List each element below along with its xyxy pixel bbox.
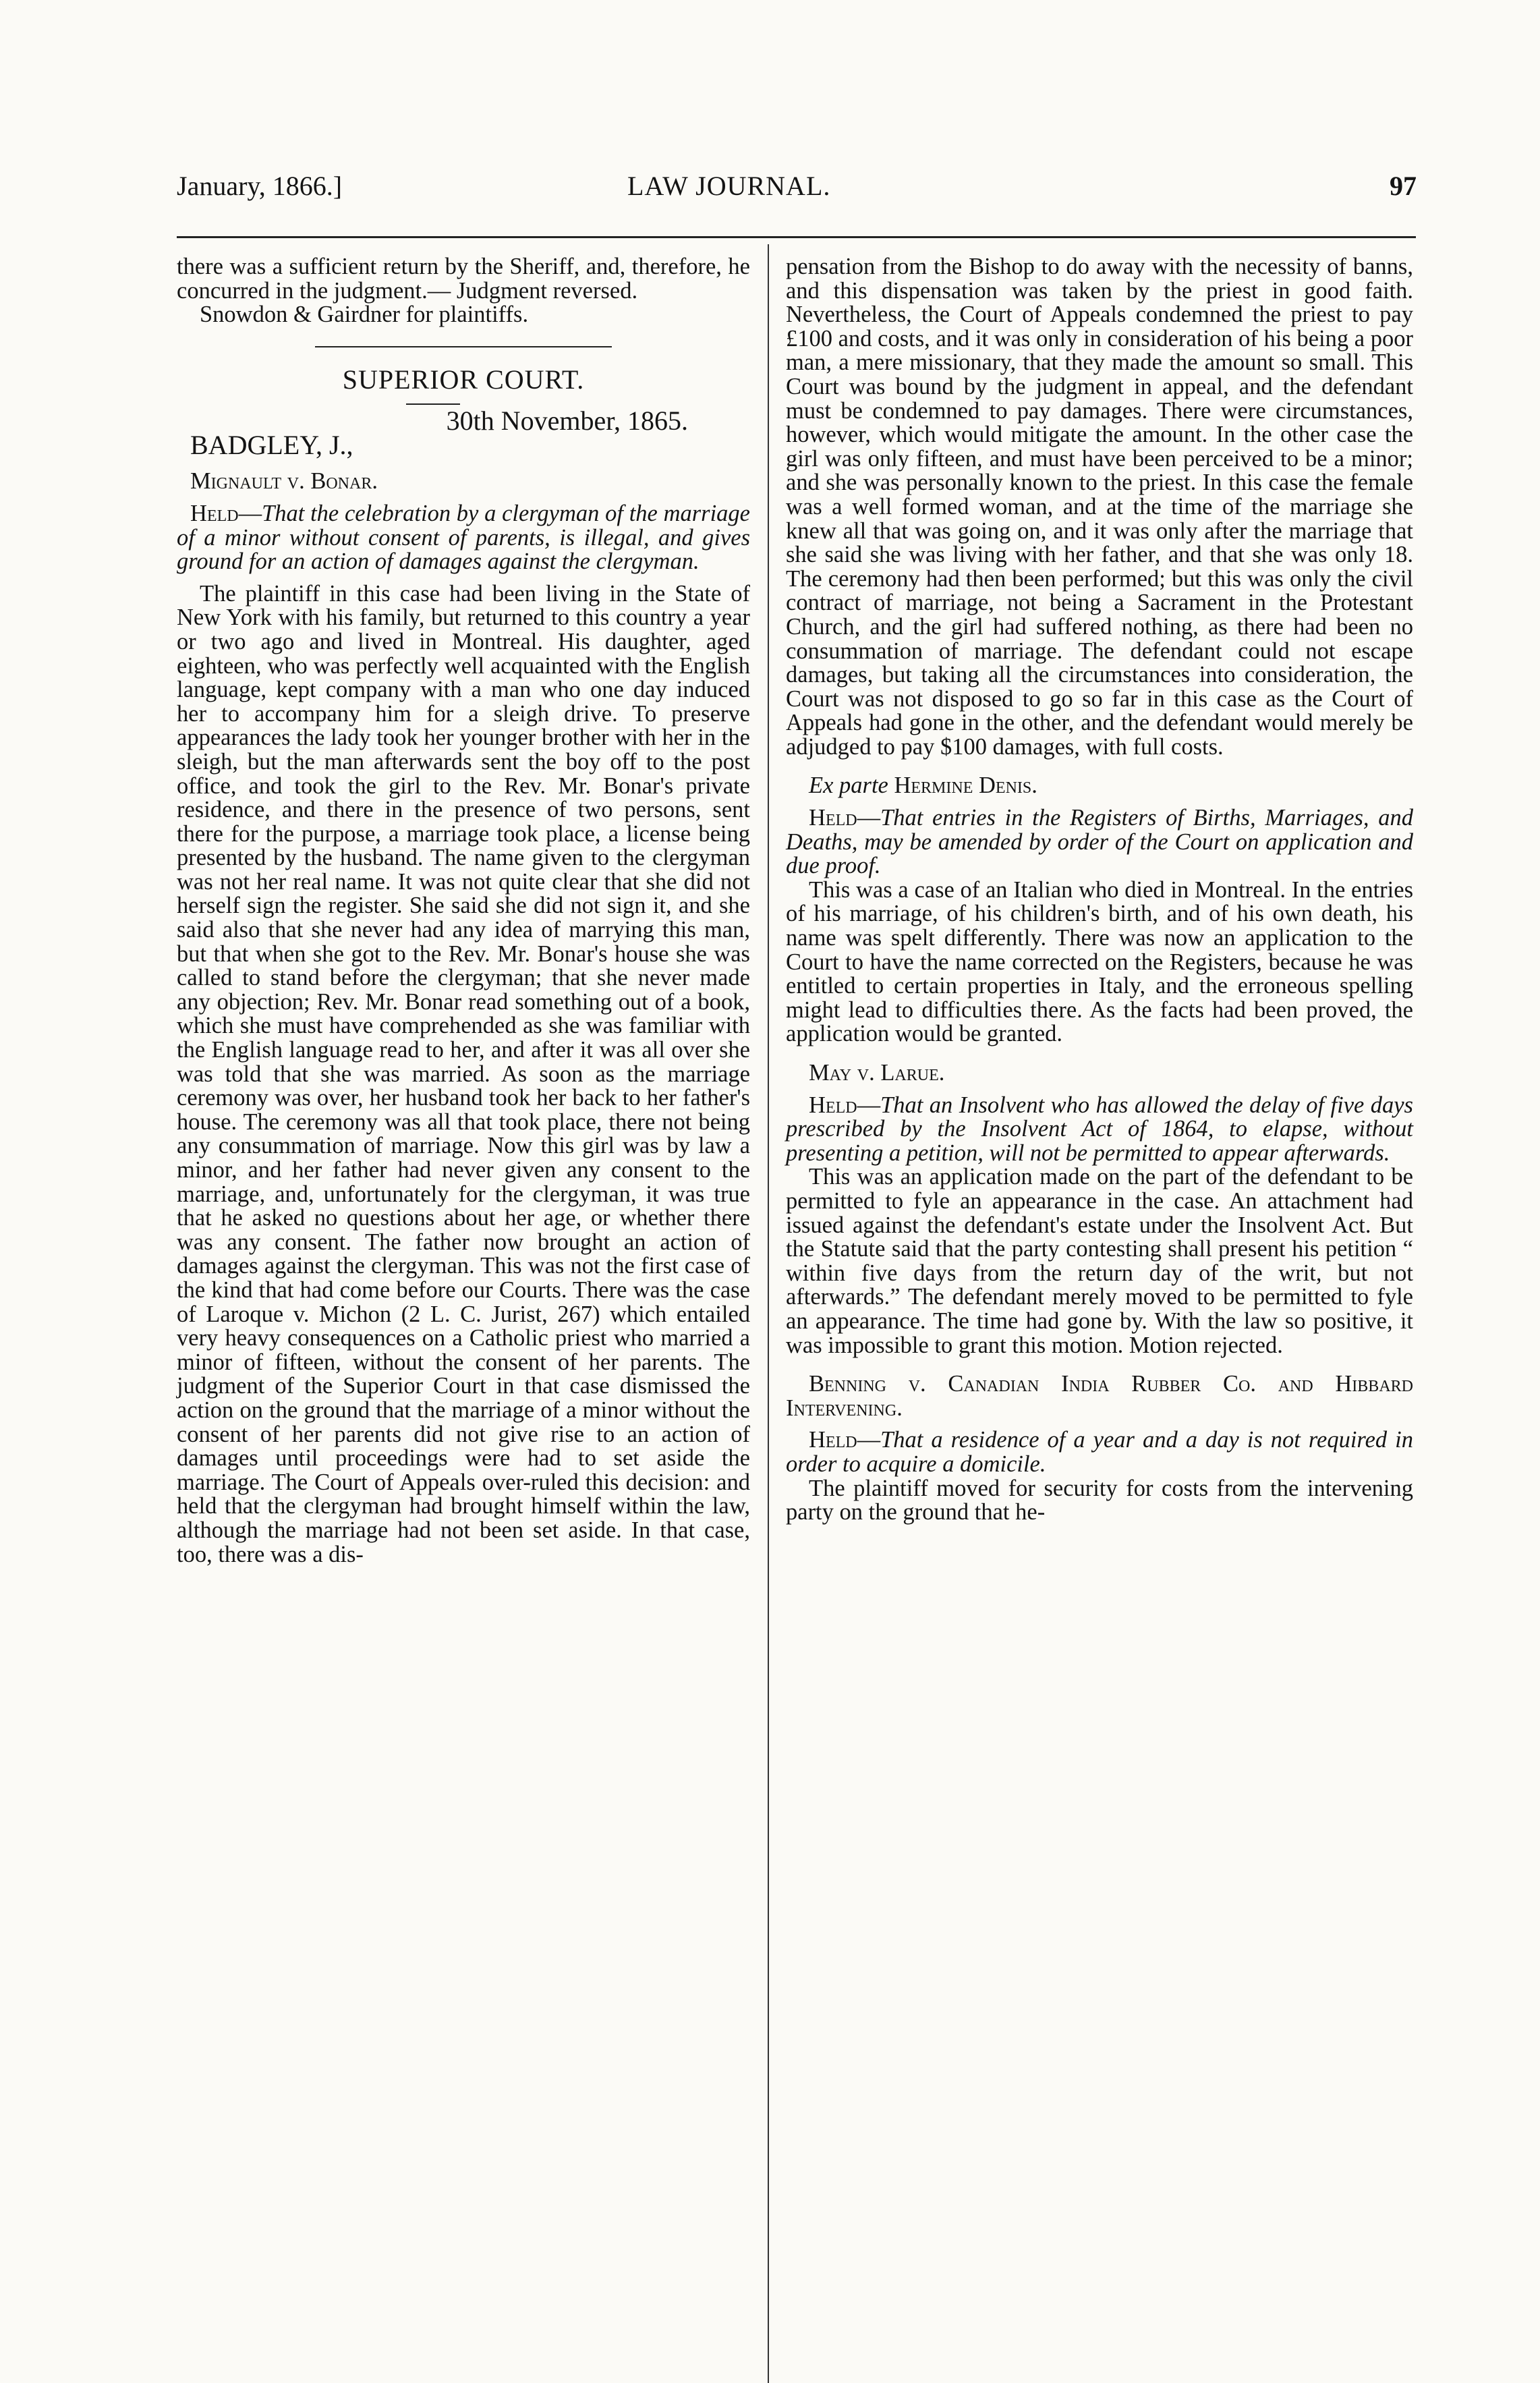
judge-line bbox=[177, 405, 750, 461]
case4-held-text: That a residence of a year and a day is not required in order to acquire a domicile. bbox=[786, 1427, 1413, 1477]
held-label: Held— bbox=[190, 500, 262, 526]
section-divider bbox=[315, 346, 612, 347]
case4-held-label: Held— bbox=[809, 1427, 881, 1453]
case4-held bbox=[786, 1428, 1413, 1476]
left-column bbox=[177, 255, 750, 1567]
case2-body: This was a case of an Italian who died in Montreal. In the entries of his marriage, of his children's birth, and of his own death, his name was spelt differently. There was now an application to the Court to have the name corrected on the Registers, because he was entitled to certain properties in Italy, and the erroneous spelling might lead to difficulties there. As the facts had been proved, the application would be granted. bbox=[786, 876, 1413, 1047]
case-date: 30th November, 1865. bbox=[446, 405, 688, 437]
page-number: 97 bbox=[1390, 171, 1417, 201]
case2-title bbox=[786, 774, 1413, 798]
case2-held-label: Held— bbox=[809, 805, 881, 831]
column-divider bbox=[768, 244, 769, 2383]
judge-name: BADGLEY, J., bbox=[190, 430, 353, 461]
case4-body: The plaintiff moved for security for costs from the intervening party on the ground that he- bbox=[786, 1475, 1413, 1525]
header-rule bbox=[177, 236, 1416, 238]
case3-held-label: Held— bbox=[809, 1092, 881, 1118]
continuation-paragraph: pensation from the Bishop to do away with the necessity of banns, and this dispensation was taken by the priest in good faith. Nevertheless, the Court of Appeals condemned the priest to pay £100 and costs, and it was only in consideration of his being a poor man, a mere missionary, that they made the amount so small. This Court was bound by the judgment in appeal, and the defendant must be condemned to pay damages. There were circumstances, however, which would mitigate the amount. In the other case the girl was only fifteen, and must have been perceived to be a minor; and she was personally known to the priest. In this case the female was a well formed woman, and at the time of the marriage she knew all that was going on, and it was only after the marriage that she said she was living with her father, and that she was only 18. The ceremony had then been performed; but this was only the civil contract of marriage, not being a Sacrament in the Protestant Church, and the girl had suffered nothing, as there had been no consummation of marriage. The defendant could not escape damages, but taking all the circumstances into consideration, the Court was not disposed to go so far in this case as the Court of Appeals had gone in the other, and the defendant would merely be adjudged to pay $100 damages, with full costs. bbox=[786, 254, 1413, 760]
opening-paragraph: there was a sufficient return by the Sheriff, and, therefore, he concurred in the judgment.— Judgment reversed. bbox=[177, 254, 750, 304]
header-title: LAW JOURNAL. bbox=[627, 171, 831, 201]
case-name: Mignault v. Bonar. bbox=[190, 468, 378, 495]
case3-held-text: That an Insolvent who has allowed the delay of five days prescribed by the Insolvent Act of 1864, to elapse, without presenting a petition, will not be permitted to appear afterwards. bbox=[786, 1092, 1413, 1166]
case2-held-text: That entries in the Registers of Births, Marriages, and Deaths, may be amended by order of the Court on application and due proof. bbox=[786, 805, 1413, 879]
page-header bbox=[135, 167, 1417, 215]
case-body: The plaintiff in this case had been living in the State of New York with his family, but returned to this country a year or two ago and lived in Montreal. His daughter, aged eighteen, who was perfectly well acquainted with the English language, kept company with a man who one day induced her to accompany him for a sleigh drive. To preserve appearances the lady took her younger brother with her in the sleigh, but the man afterwards sent the boy off to the post office, and took the girl to the Rev. Mr. Bonar's private residence, and there in the presence of two persons, sent there for the purpose, a marriage took place, a license being presented by the husband. The name given to the clergyman was not her real name. It was not quite clear that she did not herself sign the register. She said she did not sign it, and she said also that she never had any idea of marrying this man, but that when she got to the Rev. Mr. Bonar's house she was called to stand before the clergyman; that she never made any objection; Rev. Mr. Bonar read something out of a book, which she must have comprehended as she was familiar with the English language read to her, and after it was all over she was told that she was married. As soon as the marriage ceremony was over, her husband took her back to her father's house. The ceremony was all that took place, there not being any consummation of marriage. Now this girl was by law a minor, and her father had never given any consent to the marriage, and, unfortunately for the clergyman, it was true that he asked no questions about her age, or whether there was any consent. The father now brought an action of damages against the clergyman. This was not the first case of the kind that had come before our Courts. There was the case of Laroque v. Michon (2 L. C. Jurist, 267) which entailed very heavy consequences on a Catholic priest who married a minor of fifteen, without the consent of her parents. The judgment of the Superior Court in that case dismissed the action on the ground that the marriage of a minor without the consent of her parents did not give rise to an action of damages until proceedings were had to set aside the marriage. The Court of Appeals over-ruled this decision: and held that the clergyman had brought himself within the law, although the marriage had not been set aside. In that case, too, there was a dis- bbox=[177, 580, 750, 1567]
header-date: January, 1866.] bbox=[177, 171, 343, 201]
held-text: That the celebration by a clergyman of the marriage of a minor without consent of parents, is illegal, and gives ground for an action of damages against the clergyman. bbox=[177, 500, 750, 575]
attorneys-line: Snowdon & Gairdner for plaintiffs. bbox=[200, 302, 529, 328]
case3-title: May v. Larue. bbox=[809, 1060, 945, 1086]
section-title: SUPERIOR COURT. bbox=[342, 364, 585, 395]
title-rule bbox=[406, 403, 460, 405]
case2-prefix: Ex parte bbox=[809, 773, 888, 799]
case2-held bbox=[786, 806, 1413, 878]
case4-title: Benning v. Canadian India Rubber Co. and Hibbard Intervening. bbox=[786, 1371, 1413, 1421]
case3-body: This was an application made on the part of the defendant to be permitted to fyle an appearance in the case. An attachment had issued against the defendant's estate under the Insolvent Act. But the Statute said that the party contesting shall present his petition “ within five days from the return day of the writ, but not afterwards.” The defendant merely moved to be permitted to fyle an appearance. The time had gone by. With the law so positive, it was impossible to grant this motion. Motion rejected. bbox=[786, 1164, 1413, 1358]
held-paragraph bbox=[177, 502, 750, 574]
case3-held bbox=[786, 1094, 1413, 1166]
case2-name: Hermine Denis. bbox=[894, 773, 1037, 799]
right-column bbox=[786, 255, 1413, 1525]
